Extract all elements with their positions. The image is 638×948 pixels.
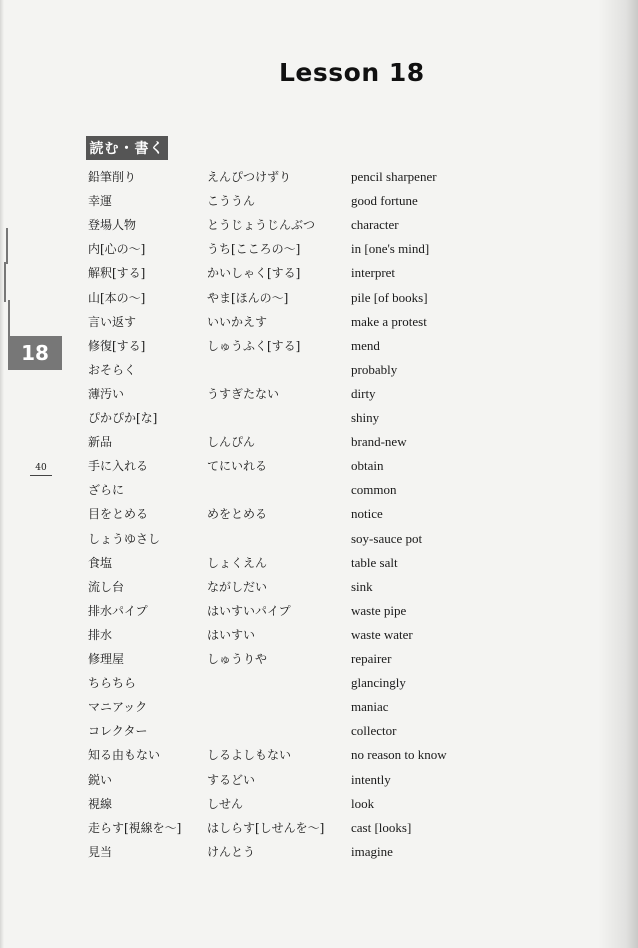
vocab-meaning: look bbox=[351, 795, 375, 811]
vocab-reading: てにいれる bbox=[207, 459, 268, 474]
page-number: 40 bbox=[30, 463, 52, 476]
vocab-row bbox=[0, 362, 600, 386]
vocab-meaning: waste water bbox=[351, 626, 413, 642]
vocab-reading: しんぴん bbox=[207, 435, 256, 450]
vocab-meaning: pile [of books] bbox=[351, 289, 428, 305]
vocab-term: 食塩 bbox=[88, 555, 113, 570]
vocab-term: 薄汚い bbox=[88, 386, 125, 401]
vocab-reading: えんぴつけずり bbox=[207, 170, 292, 184]
vocab-term: 鋭い bbox=[88, 772, 113, 787]
vocab-row bbox=[0, 531, 600, 555]
vocab-row bbox=[0, 217, 600, 241]
vocab-row bbox=[0, 579, 600, 603]
lesson-title: Lesson 18 bbox=[279, 58, 425, 87]
vocab-meaning: interpret bbox=[351, 265, 396, 281]
vocab-meaning: notice bbox=[351, 506, 383, 522]
vocab-row bbox=[0, 651, 600, 675]
vocab-meaning: mend bbox=[351, 337, 380, 353]
lesson-number-tab: 18 bbox=[8, 336, 62, 370]
vocab-term: しょうゆさし bbox=[88, 531, 161, 546]
vocab-row bbox=[0, 193, 600, 217]
vocab-term: マニアック bbox=[88, 700, 148, 715]
vocab-meaning: dirty bbox=[351, 385, 376, 401]
vocab-meaning: table salt bbox=[351, 554, 398, 570]
vocab-row bbox=[0, 169, 600, 193]
vocab-reading: するどい bbox=[207, 772, 256, 787]
vocab-row bbox=[0, 796, 600, 820]
vocab-reading: こううん bbox=[207, 194, 256, 209]
vocab-meaning: good fortune bbox=[351, 193, 418, 209]
vocab-row bbox=[0, 555, 600, 579]
vocab-row bbox=[0, 265, 600, 289]
vocab-reading: しゅうりや bbox=[207, 652, 268, 666]
vocab-meaning: sink bbox=[351, 578, 373, 594]
vocab-term: 流し台 bbox=[88, 579, 125, 594]
vocab-term: 登場人物 bbox=[88, 218, 137, 233]
vocab-row bbox=[0, 314, 600, 338]
section-badge: 読む・書く bbox=[86, 136, 168, 160]
vocab-row bbox=[0, 723, 600, 747]
vocab-term: 鉛筆削り bbox=[88, 170, 137, 184]
vocab-term: 目をとめる bbox=[88, 507, 149, 522]
vocab-term: 走らす[視線を〜] bbox=[88, 820, 182, 835]
vocab-meaning: soy-sauce pot bbox=[351, 530, 423, 546]
vocab-term: 修復[する] bbox=[88, 338, 146, 353]
vocab-row bbox=[0, 820, 600, 844]
vocab-meaning: common bbox=[351, 482, 397, 498]
vocab-meaning: waste pipe bbox=[351, 602, 407, 618]
vocab-meaning: intently bbox=[351, 771, 391, 787]
vocab-meaning: probably bbox=[351, 361, 398, 377]
vocab-row bbox=[0, 844, 600, 868]
vocab-term: ざらに bbox=[88, 483, 125, 498]
vocab-term: 見当 bbox=[88, 844, 113, 859]
vocab-reading: けんとう bbox=[207, 844, 256, 859]
vocab-row bbox=[0, 434, 600, 458]
vocab-term: 解釈[する] bbox=[88, 266, 146, 281]
vocab-row bbox=[0, 241, 600, 265]
vocab-term: 幸運 bbox=[88, 194, 113, 209]
vocab-row bbox=[0, 772, 600, 796]
vocab-reading: かいしゃく[する] bbox=[207, 266, 301, 281]
vocab-meaning: pencil sharpener bbox=[351, 169, 437, 184]
vocab-row bbox=[0, 506, 600, 530]
vocab-row bbox=[0, 603, 600, 627]
vocab-meaning: no reason to know bbox=[351, 747, 447, 763]
vocab-term: ぴかぴか[な] bbox=[88, 411, 158, 425]
vocab-meaning: repairer bbox=[351, 651, 392, 666]
vocab-row bbox=[0, 386, 600, 410]
vocab-reading: はいすいパイプ bbox=[207, 603, 291, 618]
vocab-row bbox=[0, 747, 600, 771]
vocab-meaning: imagine bbox=[351, 843, 393, 859]
vocab-term: 山[本の〜] bbox=[88, 290, 146, 305]
vocab-reading: いいかえす bbox=[207, 314, 268, 329]
vocab-meaning: cast [looks] bbox=[351, 819, 412, 835]
vocab-row bbox=[0, 458, 600, 482]
vocab-meaning: character bbox=[351, 217, 399, 233]
vocab-term: 排水 bbox=[88, 627, 113, 642]
vocab-reading: しるよしもない bbox=[207, 748, 292, 763]
page-right-edge-shadow bbox=[598, 0, 638, 948]
vocab-row bbox=[0, 338, 600, 362]
vocab-meaning: brand-new bbox=[351, 434, 407, 450]
vocab-row bbox=[0, 482, 600, 506]
vocab-row bbox=[0, 627, 600, 651]
vocab-term: 言い返す bbox=[88, 314, 137, 329]
vocab-meaning: in [one's mind] bbox=[351, 241, 430, 257]
vocab-reading: ながしだい bbox=[207, 579, 268, 594]
vocab-meaning: obtain bbox=[351, 458, 384, 474]
vocab-term: ちらちら bbox=[88, 676, 137, 691]
vocab-meaning: collector bbox=[351, 723, 397, 739]
vocab-term: 視線 bbox=[88, 796, 113, 811]
vocab-reading: うすぎたない bbox=[207, 386, 280, 401]
vocab-meaning: shiny bbox=[351, 410, 380, 425]
vocab-term: 手に入れる bbox=[88, 459, 149, 474]
vocab-reading: しゅうふく[する] bbox=[207, 338, 301, 353]
vocab-reading: めをとめる bbox=[207, 507, 268, 522]
vocab-term: コレクター bbox=[88, 724, 148, 739]
vocab-row bbox=[0, 410, 600, 434]
vocab-reading: うち[こころの〜] bbox=[207, 242, 301, 257]
vocab-reading: しせん bbox=[207, 796, 244, 811]
vocab-reading: しょくえん bbox=[207, 555, 268, 570]
vocab-term: 内[心の〜] bbox=[88, 242, 146, 257]
vocab-row bbox=[0, 290, 600, 314]
vocab-reading: はしらす[しせんを〜] bbox=[207, 820, 325, 835]
vocab-meaning: make a protest bbox=[351, 313, 427, 329]
vocab-term: 新品 bbox=[88, 435, 113, 450]
vocab-term: 知る由もない bbox=[88, 748, 161, 763]
vocab-reading: とうじょうじんぶつ bbox=[207, 218, 316, 233]
vocab-term: 排水パイプ bbox=[88, 603, 148, 618]
vocab-reading: はいすい bbox=[207, 627, 256, 642]
vocab-term: おそらく bbox=[88, 362, 137, 377]
vocab-term: 修理屋 bbox=[88, 652, 125, 666]
vocab-reading: やま[ほんの〜] bbox=[207, 290, 289, 305]
vocab-meaning: maniac bbox=[351, 699, 389, 715]
vocab-row bbox=[0, 675, 600, 699]
vocab-meaning: glancingly bbox=[351, 675, 406, 691]
vocab-row bbox=[0, 699, 600, 723]
